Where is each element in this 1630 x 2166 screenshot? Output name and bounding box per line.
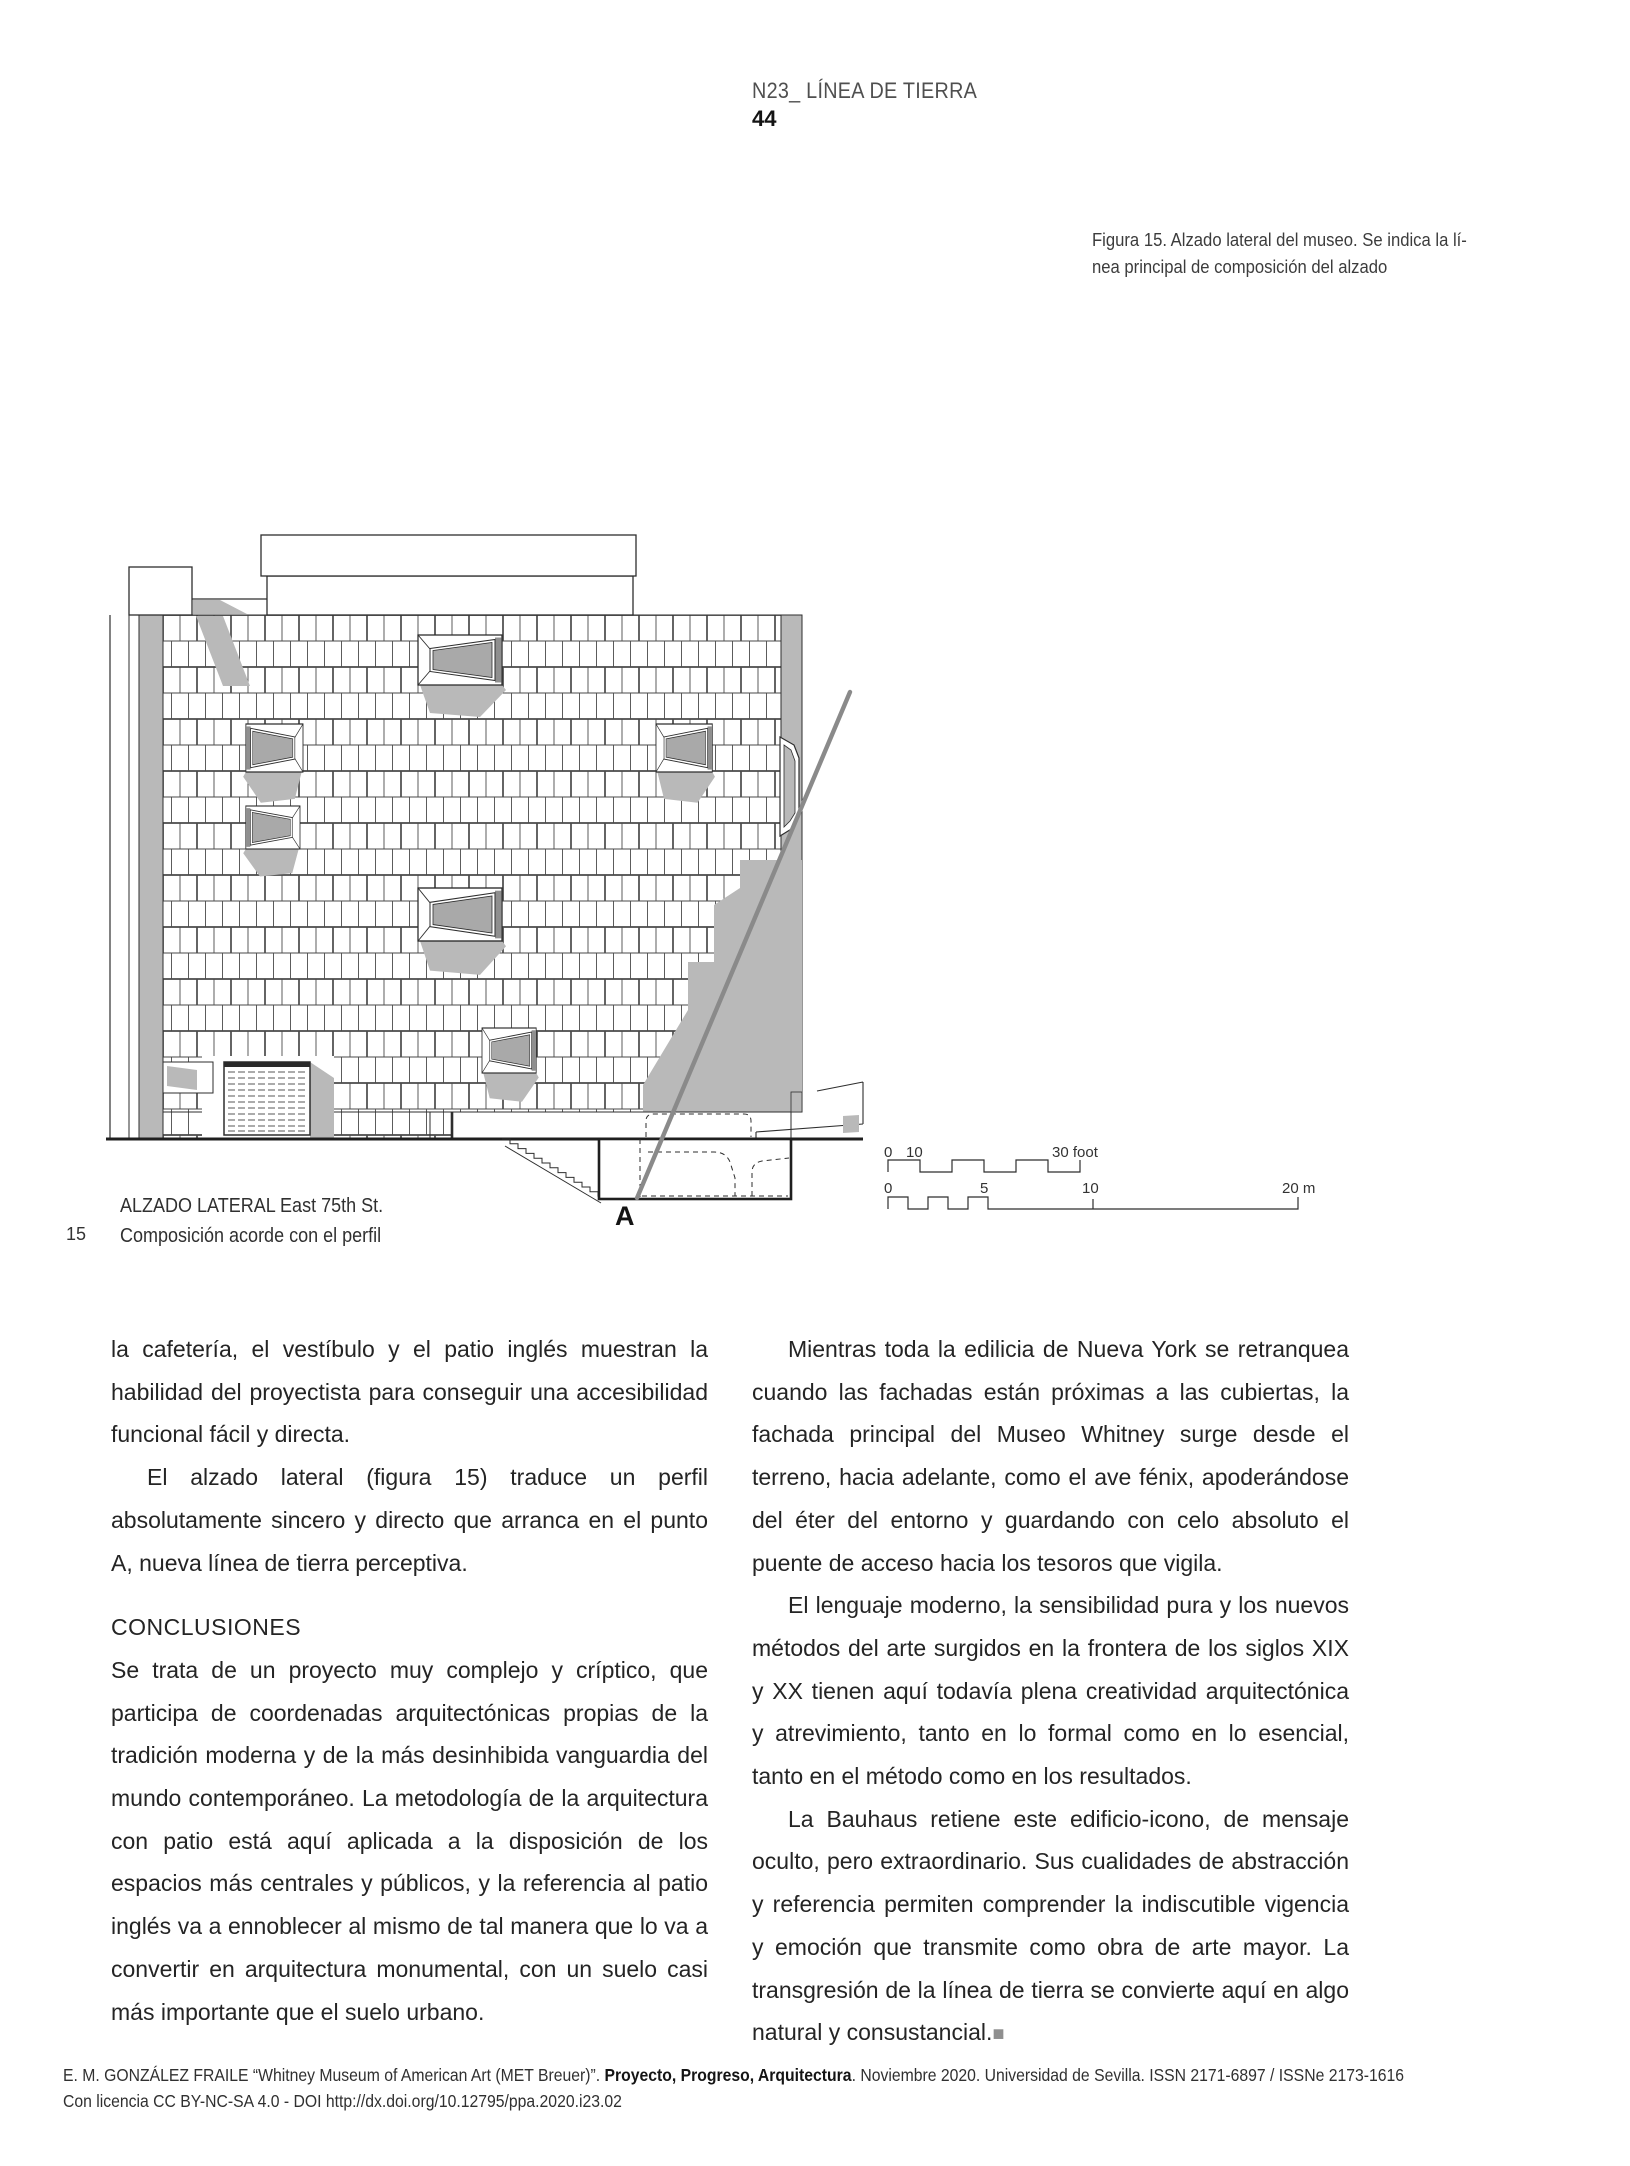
body-column-right xyxy=(752,1328,1349,2056)
figure-caption-line2: nea principal de composición del alzado xyxy=(1092,256,1388,277)
scale-bar-meters xyxy=(884,1180,1315,1209)
footer-author-title: E. M. GONZÁLEZ FRAILE “Whitney Museum of American Art (MET Breuer)”. xyxy=(63,2065,605,2085)
footer-journal-name: Proyecto, Progreso, Arquitectura xyxy=(604,2065,852,2085)
drawing-caption-line2: Composición acorde con el perfil xyxy=(120,1224,382,1247)
left-paragraph-2: El alzado lateral (figura 15) traduce un perfil absolutamente sincero y directo que arranca en el punto A, nueva línea de tierra perceptiva. xyxy=(111,1464,708,1576)
footer-citation xyxy=(63,2062,1553,2088)
footer-license xyxy=(63,2088,684,2114)
right-paragraph-2: El lenguaje moderno, la sensibilidad pura y los nuevos métodos del arte surgidos en la frontera de los siglos XIX y XX tienen aquí todavía plena creatividad arquitectónica y atrevimiento, tanto en lo formal como en lo esencial, tanto en el método como en los resultados. xyxy=(752,1592,1349,1790)
feet-tick-30: 30 foot xyxy=(1052,1144,1098,1161)
body-column-left xyxy=(111,1328,708,2033)
figure-margin-number: 15 xyxy=(66,1224,87,1244)
left-paragraph-3: Se trata de un proyecto muy complejo y críptico, que participa de coordenadas arquitectónicas propias de la tradición moderna y de la más desinhibida vanguardia del mundo contemporáneo. La metodología de la arquitectura con patio está aquí aplicada a la disposición de los espacios más centrales y públicos, y la referencia al patio inglés va a ennoblecer al mismo de tal manera que lo va a convertir en arquitectura monumental, con un suelo casi más importante que el suelo urbano. xyxy=(111,1656,708,2025)
figure-caption-line1: Figura 15. Alzado lateral del museo. Se indica la lí- xyxy=(1092,229,1467,250)
right-paragraph-3: La Bauhaus retiene este edificio-icono, de mensaje oculto, pero extraordinario. Sus cualidades de abstracción y referencia permiten comprender la indiscutible vigencia y emoción que transmite como obra de arte mayor. La transgresión de la línea de tierra se convierte aquí en algo natural y consustancial.■ xyxy=(752,1805,1349,2046)
drawing-caption-line1: ALZADO LATERAL East 75th St. xyxy=(120,1195,384,1217)
basement-stairs xyxy=(502,1139,601,1203)
meter-tick-0: 0 xyxy=(884,1180,893,1197)
right-paragraph-1: Mientras toda la edilicia de Nueva York se retranquea cuando las fachadas están próximas a las cubiertas, la fachada principal del Museo Whitney surge desde el terreno, hacia adelante, como el ave fénix, apoderándose del éter del entorno y guardando con celo absoluto el puente de acceso hacia los tesoros que vigila. xyxy=(752,1336,1349,1576)
feet-tick-10: 10 xyxy=(906,1144,923,1161)
point-a-label: A xyxy=(615,1201,635,1231)
conclusions-heading: CONCLUSIONES xyxy=(111,1614,302,1641)
page-number: 44 xyxy=(752,106,777,131)
journal-header xyxy=(752,78,1002,104)
meter-tick-20: 20 m xyxy=(1282,1180,1316,1197)
footer-issue-info: . Noviembre 2020. Universidad de Sevilla. ISSN 2171-6897 / ISSNe 2173-1616 xyxy=(851,2065,1405,2085)
meter-tick-5: 5 xyxy=(980,1180,989,1197)
meter-tick-10: 10 xyxy=(1082,1180,1099,1197)
footer-license-doi: Con licencia CC BY-NC-SA 4.0 - DOI http://dx.doi.org/10.12795/ppa.2020.i23.02 xyxy=(63,2091,622,2111)
feet-tick-0: 0 xyxy=(884,1144,893,1161)
end-of-article-mark: ■ xyxy=(992,2023,1005,2046)
figure-caption xyxy=(1092,226,1574,280)
issue-label: N23_ LÍNEA DE TIERRA xyxy=(752,78,978,103)
drawing-caption xyxy=(120,1192,412,1251)
scale-bar-feet xyxy=(884,1144,1099,1172)
left-paragraph-1: la cafetería, el vestíbulo y el patio inglés muestran la habilidad del proyectista para conseguir una accesibilidad funcional fácil y directa. xyxy=(111,1336,708,1448)
figure-15-elevation-drawing xyxy=(60,500,1350,1270)
facade-left-edge xyxy=(110,615,163,1139)
